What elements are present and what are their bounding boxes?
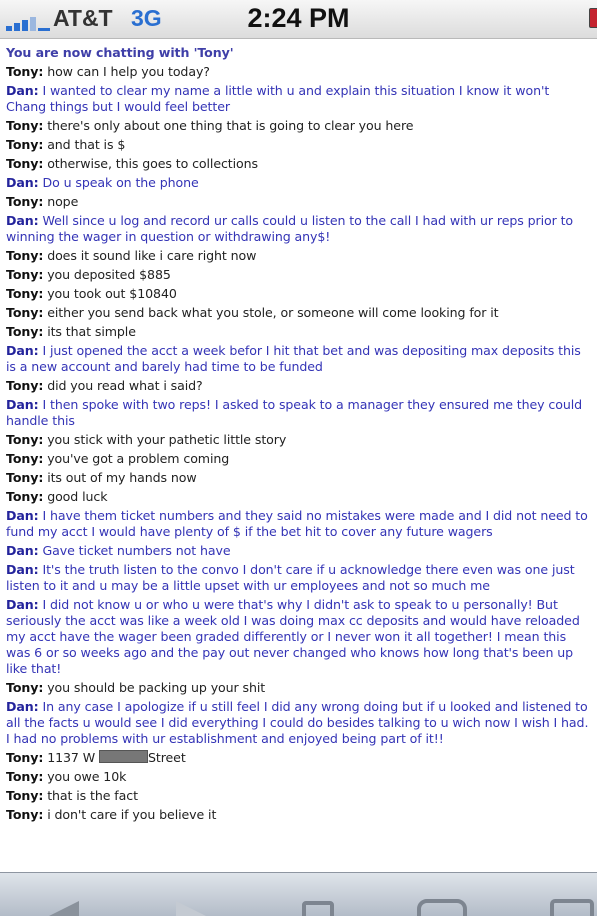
chat-message <box>6 680 591 696</box>
message-speaker: Tony: <box>6 305 44 320</box>
message-speaker: Tony: <box>6 286 44 301</box>
chat-message <box>6 343 591 375</box>
message-speaker: Tony: <box>6 489 44 504</box>
message-speaker: Dan: <box>6 562 39 577</box>
forward-arrow-icon[interactable] <box>176 893 212 916</box>
chat-message <box>6 543 591 559</box>
network-type: 3G <box>131 5 162 31</box>
bookmarks-icon[interactable] <box>417 893 469 916</box>
message-speaker: Dan: <box>6 508 39 523</box>
message-text: 1137 W <box>47 750 96 765</box>
message-speaker: Tony: <box>6 137 44 152</box>
message-speaker: Tony: <box>6 267 44 282</box>
message-text: you deposited $885 <box>47 267 171 282</box>
message-speaker: Dan: <box>6 597 39 612</box>
message-speaker: Dan: <box>6 83 39 98</box>
message-text: you stick with your pathetic little story <box>47 432 287 447</box>
status-bar <box>0 0 597 39</box>
chat-message <box>6 562 591 594</box>
chat-message <box>6 248 591 264</box>
chat-message <box>6 64 591 80</box>
message-list <box>6 64 591 823</box>
chat-header: You are now chatting with 'Tony' <box>6 45 234 60</box>
chat-message <box>6 305 591 321</box>
chat-message <box>6 156 591 172</box>
message-text: good luck <box>47 489 108 504</box>
message-text: either you send back what you stole, or someone will come looking for it <box>47 305 499 320</box>
message-speaker: Tony: <box>6 378 44 393</box>
chat-message <box>6 769 591 785</box>
message-speaker: Tony: <box>6 680 44 695</box>
message-text: I just opened the acct a week befor I hit that bet and was depositing max deposits this is a new account and barely had time to be funded <box>6 343 581 374</box>
chat-message <box>6 194 591 210</box>
chat-message <box>6 397 591 429</box>
message-speaker: Tony: <box>6 470 44 485</box>
browser-toolbar <box>0 872 597 916</box>
message-speaker: Tony: <box>6 194 44 209</box>
message-text: It's the truth listen to the convo I don't care if u acknowledge there even was one just listen to it and u may be a little upset with ur employees and not so much me <box>6 562 575 593</box>
message-text: I did not know u or who u were that's why I didn't ask to speak to u personally! But seriously the acct was like a week old I was doing max cc deposits and would have reloaded my acct have the wager been graded differently or I never won it all together! I mean this was 6 or so weeks ago and the pay out never changed who knows how long that's been up like that! <box>6 597 580 676</box>
message-text: otherwise, this goes to collections <box>47 156 258 171</box>
chat-message <box>6 213 591 245</box>
message-speaker: Tony: <box>6 750 44 765</box>
message-text: that is the fact <box>47 788 138 803</box>
message-speaker: Tony: <box>6 451 44 466</box>
message-speaker: Tony: <box>6 788 44 803</box>
status-time: 2:24 PM <box>247 3 350 33</box>
message-text: did you read what i said? <box>47 378 203 393</box>
message-text: I have them ticket numbers and they said no mistakes were made and I did not need to fund my acct I would have plenty of $ if the bet hit to cover any future wagers <box>6 508 588 539</box>
message-text: nope <box>47 194 79 209</box>
chat-message <box>6 489 591 505</box>
message-text: its that simple <box>47 324 136 339</box>
message-speaker: Dan: <box>6 699 39 714</box>
message-text: you owe 10k <box>47 769 127 784</box>
message-speaker: Tony: <box>6 118 44 133</box>
message-text: In any case I apologize if u still feel I did any wrong doing but if u looked and listened to all the facts u would see I did everything I could do besides talking to u wich now I wish I had. I had no problems with ur establishment and enjoyed being part of it!! <box>6 699 589 746</box>
message-text: there's only about one thing that is going to clear you here <box>47 118 414 133</box>
message-text-after: Street <box>148 750 186 765</box>
chat-message <box>6 750 591 766</box>
back-arrow-icon[interactable] <box>47 893 83 916</box>
message-speaker: Dan: <box>6 543 39 558</box>
message-text: you should be packing up your shit <box>47 680 266 695</box>
chat-message <box>6 83 591 115</box>
message-text: and that is $ <box>47 137 126 152</box>
message-text: I then spoke with two reps! I asked to speak to a manager they ensured me they could handle this <box>6 397 583 428</box>
chat-message <box>6 432 591 448</box>
chat-message <box>6 451 591 467</box>
chat-message <box>6 508 591 540</box>
chat-message <box>6 267 591 283</box>
chat-message <box>6 470 591 486</box>
chat-message <box>6 137 591 153</box>
battery-icon <box>589 8 597 28</box>
message-text: how can I help you today? <box>47 64 210 79</box>
message-speaker: Dan: <box>6 175 39 190</box>
message-text: its out of my hands now <box>47 470 197 485</box>
message-speaker: Dan: <box>6 213 39 228</box>
chat-message <box>6 597 591 677</box>
chat-message <box>6 286 591 302</box>
carrier-name: AT&T <box>53 5 113 31</box>
message-speaker: Tony: <box>6 807 44 822</box>
chat-message <box>6 807 591 823</box>
chat-transcript <box>0 39 597 872</box>
chat-message <box>6 788 591 804</box>
message-speaker: Tony: <box>6 432 44 447</box>
message-speaker: Dan: <box>6 343 39 358</box>
message-text: you took out $10840 <box>47 286 177 301</box>
message-speaker: Tony: <box>6 769 44 784</box>
chat-message <box>6 324 591 340</box>
chat-message <box>6 699 591 747</box>
message-text: i don't care if you believe it <box>47 807 217 822</box>
message-speaker: Dan: <box>6 397 39 412</box>
redacted-block <box>99 750 148 763</box>
message-text: Gave ticket numbers not have <box>42 543 231 558</box>
share-icon[interactable] <box>300 893 350 916</box>
message-text: Do u speak on the phone <box>42 175 199 190</box>
chat-message <box>6 175 591 191</box>
chat-message <box>6 378 591 394</box>
message-speaker: Tony: <box>6 248 44 263</box>
message-speaker: Tony: <box>6 324 44 339</box>
message-text: I wanted to clear my name a little with u and explain this situation I know it won't Chang things but I would feel better <box>6 83 550 114</box>
message-text: you've got a problem coming <box>47 451 230 466</box>
pages-icon[interactable] <box>548 893 597 916</box>
message-text: does it sound like i care right now <box>47 248 257 263</box>
chat-message <box>6 118 591 134</box>
message-text: Well since u log and record ur calls could u listen to the call I had with ur reps prior to winning the wager in question or withdrawing any$! <box>6 213 574 244</box>
message-speaker: Tony: <box>6 64 44 79</box>
message-speaker: Tony: <box>6 156 44 171</box>
